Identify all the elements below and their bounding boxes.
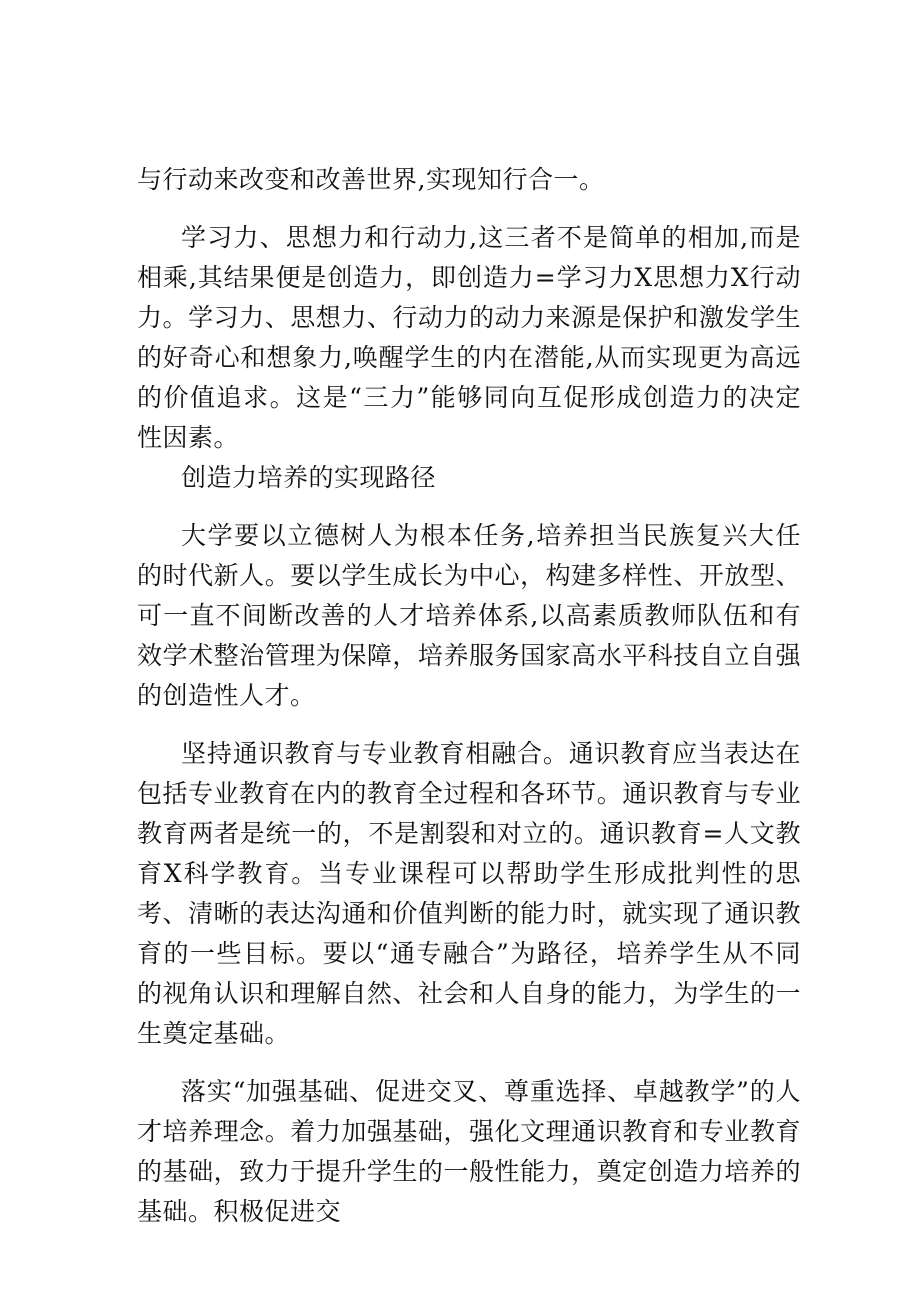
document-body (137, 160, 801, 1232)
section-heading: 创造力培养的实现路径 (181, 463, 437, 492)
paragraph-university-mission: 大学要以立德树人为根本任务,培养担当民族复兴大任的时代新人。要以学生成长为中心，构建多样性、开放型、可一直不间断改善的人才培养体系,以高素质教师队伍和有效学术整治管理为保障，培养服务国家高水平科技自立自强的创造性人才。 (137, 521, 801, 710)
paragraph-talent-philosophy: 落实“加强基础、促进交叉、尊重选择、卓越教学”的人才培养理念。着力加强基础，强化文理通识教育和专业教育的基础，致力于提升学生的一般性能力，奠定创造力培养的基础。积极促进交 (137, 1077, 801, 1226)
paragraph-continuation: 与行动来改变和改善世界,实现知行合一。 (137, 165, 605, 194)
paragraph-general-education: 坚持通识教育与专业教育相融合。通识教育应当表达在包括专业教育在内的教育全过程和各环节。通识教育与专业教育两者是统一的，不是割裂和对立的。通识教育=人文教育X科学教育。当专业课程可以帮助学生形成批判性的思考、清晰的表达沟通和价值判断的能力时，就实现了通识教育的一些目标。要以“通专融合”为路径，培养学生从不同的视角认识和理解自然、社会和人自身的能力，为学生的一生奠定基础。 (137, 739, 801, 1048)
paragraph-creativity-formula: 学习力、思想力和行动力,这三者不是简单的相加,而是相乘,其结果便是创造力，即创造力=学习力X思想力X行动力。学习力、思想力、行动力的动力来源是保护和激发学生的好奇心和想象力,唤醒学生的内在潜能,从而实现更为高远的价值追求。这是“三力”能够同向互促形成创造力的决定性因素。 (137, 223, 801, 452)
